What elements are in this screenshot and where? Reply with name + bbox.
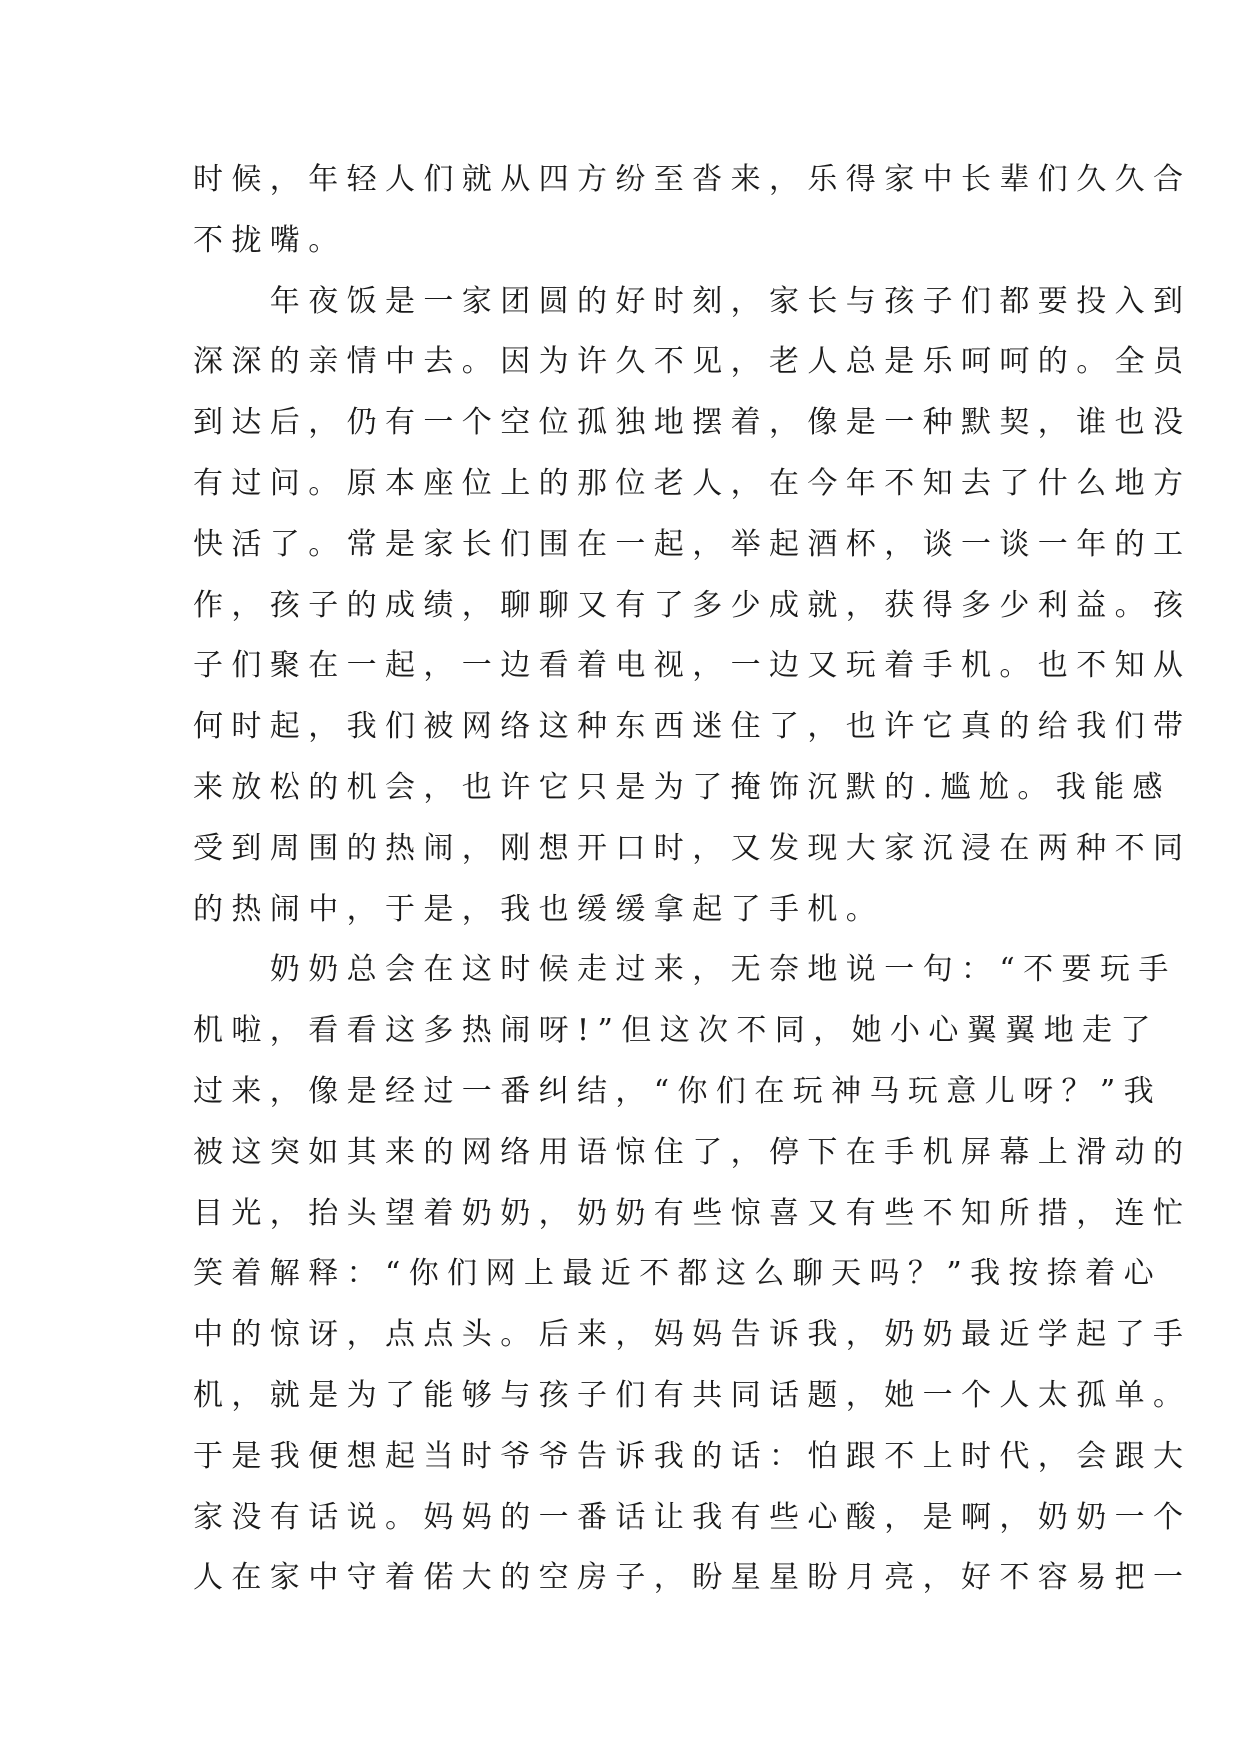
text-line: 来放松的机会，也许它只是为了掩饰沉默的.尴尬。我能感 [193, 769, 1171, 805]
text-line: 子们聚在一起，一边看着电视，一边又玩着手机。也不知从 [193, 648, 1192, 684]
text-line: 中的惊讶，点点头。后来，妈妈告诉我，奶奶最近学起了手 [193, 1317, 1192, 1353]
paragraph-start-line: 年夜饭是一家团圆的好时刻，家长与孩子们都要投入到 [269, 283, 1192, 319]
text-line: 时候，年轻人们就从四方纷至沓来，乐得家中长辈们久久合 [193, 162, 1192, 197]
text-line: 被这突如其来的网络用语惊住了，停下在手机屏幕上滑动的 [193, 1134, 1192, 1170]
text-line: 快活了。常是家长们围在一起，举起酒杯，谈一谈一年的工 [193, 526, 1192, 562]
text-line: 到达后，仍有一个空位孤独地摆着，像是一种默契，谁也没 [193, 405, 1192, 441]
text-line: 受到周围的热闹，刚想开口时，又发现大家沉浸在两种不同 [193, 830, 1192, 866]
text-line: 作，孩子的成绩，聊聊又有了多少成就，获得多少利益。孩 [193, 587, 1192, 623]
text-line: 机啦，看看这多热闹呀!”但这次不同，她小心翼翼地走了 [193, 1013, 1159, 1049]
paragraph-start-line: 奶奶总会在这时候走过来，无奈地说一句：“不要玩手 [269, 952, 1177, 988]
text-line: 深深的亲情中去。因为许久不见，老人总是乐呵呵的。全员 [193, 344, 1192, 380]
text-line: 笑着解释：“你们网上最近不都这么聊天吗？”我按捺着心 [193, 1256, 1163, 1292]
text-line: 目光，抬头望着奶奶，奶奶有些惊喜又有些不知所措，连忙 [193, 1195, 1192, 1231]
text-line: 过来，像是经过一番纠结，“你们在玩神马玩意儿呀？”我 [193, 1073, 1163, 1109]
text-line: 家没有话说。妈妈的一番话让我有些心酸，是啊，奶奶一个 [193, 1499, 1192, 1535]
document-body [193, 150, 1192, 1609]
text-line: 何时起，我们被网络这种东西迷住了，也许它真的给我们带 [193, 709, 1192, 745]
text-line: 不拢嘴。 [193, 222, 347, 258]
text-line: 于是我便想起当时爷爷告诉我的话：怕跟不上时代，会跟大 [193, 1438, 1192, 1474]
text-line: 的热闹中，于是，我也缓缓拿起了手机。 [193, 891, 885, 927]
text-line: 人在家中守着偌大的空房子，盼星星盼月亮，好不容易把一 [193, 1560, 1192, 1596]
text-line: 有过问。原本座位上的那位老人，在今年不知去了什么地方 [193, 465, 1192, 501]
text-line: 机，就是为了能够与孩子们有共同话题，她一个人太孤单。 [193, 1377, 1192, 1413]
